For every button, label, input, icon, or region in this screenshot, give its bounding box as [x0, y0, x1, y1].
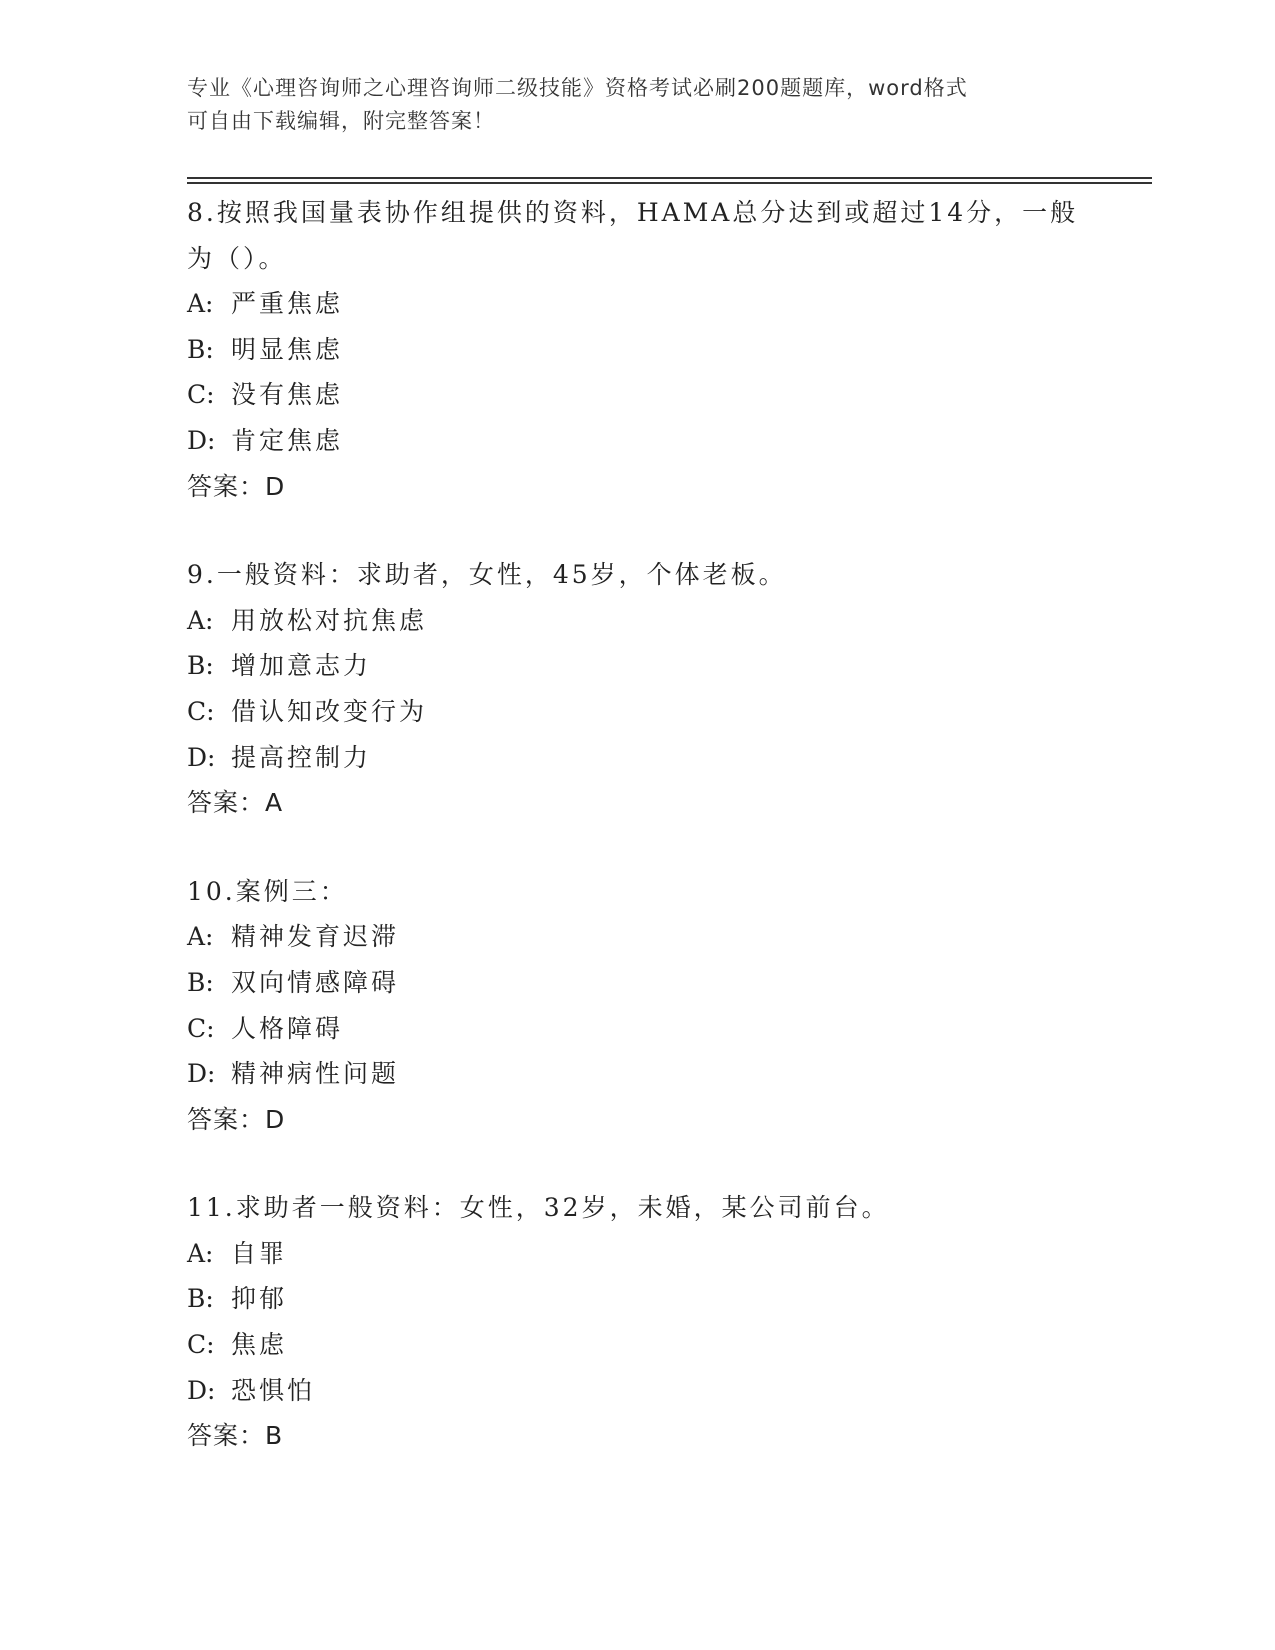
answer-line: 答案：D	[187, 471, 286, 501]
option-label: B:	[187, 1284, 214, 1314]
option-d	[187, 735, 1087, 781]
option-d	[187, 1051, 1087, 1097]
option-label: D:	[187, 1375, 216, 1405]
option-text: 严重焦虑	[231, 289, 344, 319]
option-b	[187, 960, 1087, 1006]
option-a	[187, 598, 1087, 644]
option-label: B:	[187, 651, 214, 681]
option-text: 抑郁	[231, 1284, 288, 1314]
option-c	[187, 1006, 1087, 1052]
option-b	[187, 643, 1087, 689]
option-text: 没有焦虑	[231, 380, 344, 410]
option-c	[187, 372, 1087, 418]
option-label: D:	[187, 1059, 216, 1089]
question-stem-line: 为（）。	[187, 243, 287, 273]
option-text: 自罪	[231, 1238, 288, 1268]
option-d	[187, 1368, 1087, 1414]
option-text: 焦虑	[231, 1330, 288, 1360]
option-text: 双向情感障碍	[231, 967, 400, 997]
option-b	[187, 1276, 1087, 1322]
question-8	[187, 190, 1087, 509]
question-stem-line: 9.一般资料：求助者，女性，45岁，个体老板。	[187, 560, 787, 590]
question-stem-line: 11.求助者一般资料：女性，32岁，未婚，某公司前台。	[187, 1193, 890, 1223]
option-c	[187, 689, 1087, 735]
header-rule-bottom	[187, 182, 1152, 184]
option-label: C:	[187, 380, 215, 410]
option-text: 精神病性问题	[231, 1059, 400, 1089]
question-10	[187, 869, 1087, 1143]
option-label: A:	[187, 922, 214, 952]
answer-line: 答案：D	[187, 1104, 286, 1134]
option-text: 精神发育迟滞	[231, 922, 400, 952]
question-9	[187, 552, 1087, 826]
option-label: B:	[187, 334, 214, 364]
option-text: 提高控制力	[231, 742, 372, 772]
question-stem-line: 10.案例三：	[187, 876, 348, 906]
option-label: D:	[187, 742, 216, 772]
option-label: A:	[187, 1238, 214, 1268]
option-d	[187, 418, 1087, 464]
option-label: A:	[187, 605, 214, 635]
option-label: C:	[187, 1330, 215, 1360]
document-header	[187, 72, 1087, 138]
answer-line: 答案：B	[187, 1421, 284, 1451]
option-label: A:	[187, 289, 214, 319]
option-c	[187, 1322, 1087, 1368]
option-b	[187, 327, 1087, 373]
option-text: 肯定焦虑	[231, 425, 344, 455]
option-text: 增加意志力	[231, 651, 372, 681]
answer-line: 答案：A	[187, 788, 284, 818]
header-rule-top	[187, 177, 1152, 179]
option-label: C:	[187, 696, 215, 726]
option-text: 人格障碍	[231, 1013, 344, 1043]
option-text: 用放松对抗焦虑	[231, 605, 428, 635]
option-a	[187, 281, 1087, 327]
question-list	[187, 190, 1087, 1459]
question-stem-line: 8.按照我国量表协作组提供的资料，HAMA总分达到或超过14分，一般	[187, 198, 1079, 227]
option-a	[187, 914, 1087, 960]
option-text: 明显焦虑	[231, 334, 344, 364]
option-text: 借认知改变行为	[231, 696, 428, 726]
question-11	[187, 1185, 1087, 1459]
option-a	[187, 1231, 1087, 1277]
option-text: 恐惧怕	[231, 1375, 316, 1405]
header-line-1: 专业《心理咨询师之心理咨询师二级技能》资格考试必刷200题题库，word格式	[187, 76, 968, 100]
option-label: D:	[187, 425, 216, 455]
option-label: B:	[187, 967, 214, 997]
option-label: C:	[187, 1013, 215, 1043]
header-line-2: 可自由下载编辑，附完整答案！	[187, 109, 495, 133]
